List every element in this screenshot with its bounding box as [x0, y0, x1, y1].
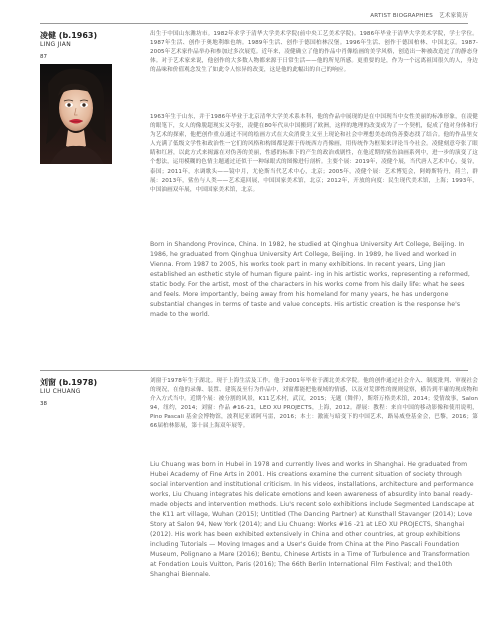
woman-portrait-painting-icon [40, 64, 112, 164]
artist-name-en: LING JIAN [40, 41, 71, 48]
running-header [370, 11, 468, 19]
section-title-en: ARTIST BIOGRAPHIES [370, 13, 434, 19]
bio-cn-paragraph-2: 1963年生于山东，并于1986年毕业于北京清华大学美术系本科，他的作品中展现的是在中国现当中女性美丽的标准形象，在凌健的眼笔下，女人的像脱超现实又夸张，凌健在80年代从中国搬到了欧洲，这样的地理的改变成为了一个契机，促成了他对身体和行为艺术的探索，他把创作重点通过不同的绘画方式在大众消费主义至上现论和社会中理想美态的伪善姿态找了结合。他的作品里女人充满了低级文学性和政治性一它们的风格和构图都是源于传统西方肖像画，用传统作为框架来评论当今社会。凌健刻意夸张了眼睛和红唇，以此方式来揭露在对伪善的美丽，性感的标准下的产生的政治戏剧性，在他近期的鲨鱼油画系列中，进一步的演变了这个想法，运用模糊的色情主题通过还似于一种绿眼式的图像进行剖析。主要个展：2019年，凌健个展，当代唐人艺术中心，曼谷，泰国；2011年，水调歌头——镜中月，尤伦斯当代艺术中心，北京；2005年，凌健个展：艺术博览会，阿姆斯特丹，荷兰，群展：2013年，鲨鱼与人类——艺术巡回展，中国国家美术馆，北京；2012年，开放的向度：民生现代美术馆，上海；1993年，中国油画双年展，中国国家美术馆，北京。 [150, 114, 478, 193]
bio-en-paragraph: Born in Shandong Province, China. In 1982, he studied at Qinghua University Art College, Beijing. In 1986, he graduated from Qinghua University Art College, Beijing. In 1989, he lived and worked in Vienna. From 1987 to 2005, his works took part in many exhibitions. In recent years, Ling Jian established an esthetic style of human figure paint- ing in his artistic works, representing a reformed, static body. For the artist, most of the characters in his works come from his daily life: what he sees and feels. More importantly, being away from his homeland for many years, he has undergone substantial changes in terms of taste and value concepts. His artistic creation is the response he's made to the world. [150, 241, 470, 318]
artist-name-cn: 凌健 (b.1963) [40, 31, 98, 40]
artist-name-en: LIU CHUANG [40, 388, 81, 395]
mid-divider [40, 370, 468, 371]
bio-en-paragraph: Liu Chuang was born in Hubei in 1978 and currently lives and works in Shanghai. He graduated from Hubei Academy of Fine Arts in 2001. His creations examine the current situation of society through social intervention and institutional criticism. In his videos, installations, architecture and performance works, Liu Chuang integrates his delicate emotions and keen awareness of absurdity into banal ready-made objects and intervention methods. Liu's recent solo exhibitions include Segmented Landscape at the K11 art village, Wuhan (2015); Untitled (The Dancing Partner) at Kunsthall Stavanger (2014); Love Story at Salon 94, New York (2014); and Liu Chuang: Works #16 -21 at LEO XU PROJECTS, Shanghai (2012). His work has been exhibited extensively in China and other countries, at group exhibitions including Tutorials — Moving Images and a User's Guide from China at the Pino Pascali Foundation Museum, Polignano a Mare (2016); Bentu, Chinese Artists in a Time of Turbulence and Transformation at Fondation Louis Vuitton, Paris (2016); The 66th Berlin International Film Festival; and the10th Shanghai Biennale. [150, 461, 475, 578]
top-divider [40, 23, 468, 24]
page-number: 87 [40, 54, 47, 60]
portrait-image [40, 64, 112, 164]
bio-cn-paragraph: 刘窗于1978年生于湖北。现于上海生活及工作。他于2001年毕业于湖北美术学院。他的创作通过社会介入、制度批判、审视社会的现况，在他的录像、装置、建筑及至行为作品中，刘窗都能把他视域的情感，以及对荒谬性的规则觉察，横告到半庸的现成物和介入方式当中。近期个展：被分割的风景，K11艺术村，武汉，2015；无题（舞伴），斯塔万格美术馆，2014；爱情故事，Salon 94，纽约，2014；刘窗：作品 #16-21，LEO XU PROJECTS，上海，2012。群展：教程：来自中国的移动影像和使用说明，Pino Pascali 基金会博物馆，波利尼亚诺阿马雷，2016；本土：激流与暗变下的中国艺术，路易威登基金会，巴黎，2016；第66届柏林影展，第十届上海双年展等。 [150, 378, 478, 430]
bio-cn-paragraph-1: 出生于中国山东潍坊市。1982年求学于清华大学美术学院(前中央工艺美术学院)。1986年毕业于清华大学美术学院，学士学位。1987年生活、创作于奥地利维也纳。1989年生活、创作于德国柏林汉堡。1996年生活、创作于德国柏林、中国北京。1987-2005年艺术家作品举办和参加过多次展览。近年来，凌健确立了他的作品中肖像绘画的美学风格，创造出一种被改造过了的静态身体。对于艺术家来说，他创作的大多数人物都来源于日常生活——他的所见所感。更重要的是，作为一个远离祖国很久的人，身边的品味和价值观念发生了如此令人惊异的改变，这是他的此幅出的自己的响应。 [150, 31, 478, 74]
section-title-cn: 艺术家简历 [439, 13, 468, 19]
page-number: 38 [40, 401, 47, 407]
artist-name-cn: 刘窗 (b.1978) [40, 378, 98, 387]
